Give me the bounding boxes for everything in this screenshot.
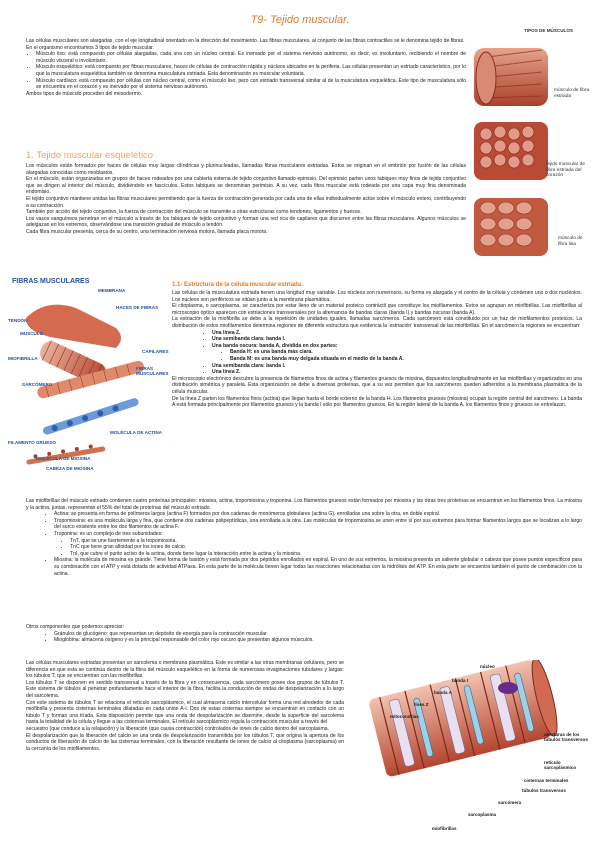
section11-paragraph: Las células de la musculatura estriada tienen una longitud muy variable. Los núcleos son numerosos, su forma es alargada y el centro de la célula y contienen uno o dos nucléolos. Los núcleos son periféricos se sitúan junto a la membrana plasmática. bbox=[172, 290, 582, 303]
intro-text bbox=[26, 38, 466, 97]
list-item: • Una línea Z. bbox=[212, 330, 582, 337]
striated-muscle-illustration bbox=[472, 38, 552, 113]
list-item: • TnC que tiene gran afinidad por los iones de calcio. bbox=[70, 544, 582, 551]
label-nucleo: núcleo bbox=[480, 664, 495, 669]
section1-paragraph: Cada fibra muscular presenta, cerca de su centro, una terminación nerviosa motora, llamada placa motora. bbox=[26, 228, 268, 235]
smooth-muscle-label: músculo de fibra lisa bbox=[558, 236, 583, 247]
striated-muscle-label: músculo de fibra estriada bbox=[554, 88, 590, 99]
fibers-figure-title: FIBRAS MUSCULARES bbox=[12, 278, 90, 285]
sarcomere-regions-list bbox=[172, 330, 582, 376]
list-item: • Músculo esquelético: está compuesto por fibras musculares, haces de células de contracción rápida y núcleos ubicados en la periferia. Las células presentan un estriado característico, por lo que la musculatura esquelética también se denomina musculatura estriada. Esta denominación es muscular voluntaria. bbox=[36, 64, 466, 77]
list-item: • Tropomiosina: es una molécula larga y fina, que contiene dos cadenas polipeptídicas, una enrollada a la otra. Las moléculas de tropomiosina se unen entre sí por sus extremos para formar filamentos largos que se localizan a lo largo del surco existente entre los dos filamentos de actina F. bbox=[54, 518, 582, 531]
section1-paragraph: El tejido conjuntivo mantiene unidas las fibras musculares permitiendo que la fuerza de contracción generada por cada una de ellas individualmente actúe sobre el músculo entero, contribuyendo a su contracción. bbox=[26, 195, 466, 209]
label-miofibrilla: MIOFIBRILLA bbox=[8, 356, 38, 361]
label-membrana: MEMBRANA bbox=[98, 288, 126, 293]
label-sarcomero: SARCÓMERO bbox=[22, 382, 53, 387]
section11-paragraph: El citoplasma, o sarcoplasma, se caracteriza por estar lleno de un material proteico contráctil que constituye los miofilamentos. Estos se agrupan en miofibrillas. Las miofibrillas al microscopio óptico aparecen con estriaciones transversales por la alternancia de bandas claras (banda I) y bandas oscuras (banda A). bbox=[172, 303, 582, 316]
section1-paragraph: También por acción del tejido conjuntivo, la fuerza de contracción del músculo se transmite a otras estructuras como tendones, ligamentos y huesos. bbox=[26, 209, 362, 216]
proteins-paragraph: Las miofibrillas del músculo estriado contienen cuatro proteínas principales: miosina, actina, tropomiosina y troponina. Los filamentos gruesos están formados por miosina y las otras tres proteínas se encuentran en los filamentos finos. La miosina y la actina, juntas, representan el 55% del total de proteínas del músculo estriado. bbox=[26, 498, 582, 511]
label-banda-i: banda I bbox=[452, 678, 469, 683]
subsection-heading: 1.1- Estructura de la célula muscular estriada. bbox=[172, 282, 303, 288]
label-capilares: CAPILARES bbox=[142, 349, 169, 354]
section11-paragraph: El microscopio electrónico descubre la presencia de filamentos finos de actina y filamentos gruesos de miosina, dispuestos longitudinalmente en las miofibrillas y organizados en una distribución simétrica y paralela. Esta organización se debe a diversas proteínas, que a su vez permiten que los sarcómeros queden adheridos a la membrana plasmática de la célula muscular. bbox=[172, 375, 582, 395]
section-heading: 1. Tejido muscular esquelético bbox=[26, 150, 154, 161]
label-tubulos: túbulos transversos bbox=[522, 788, 566, 793]
list-item: • Una semibanda clara: banda I. bbox=[212, 363, 582, 370]
label-reticulo: retículo sarcoplásmico bbox=[544, 760, 577, 770]
label-cisternas: cisternas terminales bbox=[524, 778, 569, 783]
list-item: • Miosina: la molécula de miosina es grande. Tiene forma de bastón y está formada por dos péptidos enrollados en espiral. En uno de sus extremos, la miosina presenta un saliente globular o cabeza que posee puntos específicos para su combinación con el ATP y está dotada de actividad ATPasa. En esta parte de la molécula tienen lugar todas las reacciones relacionadas con la hidrólisis del ATP. En esta parte se encuentra también el punto de combinación con la actina. bbox=[54, 557, 582, 577]
list-item: • Banda H: es una banda más clara. bbox=[230, 349, 582, 356]
label-cabeza: CABEZA DE MIOSINA bbox=[46, 466, 94, 471]
label-mitocondrias: mitocondrias bbox=[390, 714, 419, 719]
proteins-list bbox=[26, 511, 582, 577]
list-item: • Músculo cardíaco: está compuesto por células con núcleo central, como el músculo liso, pero con estriado transversal similar al de la musculatura esquelética. Este tipo de musculatura sólo se encuentra en el corazón y es inervado por el sistema nervioso autónomo. bbox=[36, 78, 466, 91]
list-item: • Una semibanda clara: banda I. bbox=[212, 336, 582, 343]
muscle-types-list bbox=[26, 51, 466, 91]
list-item: • Músculo liso: está compuesto por células alargadas, cada una con un núcleo central. Es inervado por el sistema nervioso autónomo, es decir, es involuntario, recibiendo el nombre de músculo visceral o involuntario. bbox=[36, 51, 466, 64]
sarcomere-figure bbox=[348, 660, 594, 840]
label-miofibrillas: miofibrillas bbox=[432, 826, 457, 831]
section1-text bbox=[26, 163, 466, 236]
list-item: • Troponina: es un complejo de tres subunidades: bbox=[54, 531, 582, 538]
intro-paragraph-3: Ambos tipos de músculo proceden del mesodermo. bbox=[26, 90, 143, 97]
sarcolemma-paragraph: secuestro (que conduce a la relajación) y la liberación (que causa contracción) controlados de iones de calcio dentro del sarcoplasma. bbox=[26, 725, 329, 732]
list-item: • Gránulos de glucógeno: que representan un depósito de energía para la contracción muscular. bbox=[54, 631, 582, 638]
label-aberturas: aberturas de los túbulos transversos bbox=[544, 732, 588, 742]
label-tendon: TENDÓN bbox=[8, 318, 28, 323]
label-haces: HACES DE FIBRAS bbox=[116, 305, 159, 310]
list-item: • TnT, que se une fuertemente a la tropomiosina. bbox=[70, 538, 582, 545]
cardiac-muscle-illustration bbox=[472, 116, 552, 186]
list-item: • Una banda oscura: banda A, dividida en dos partes: bbox=[212, 343, 582, 350]
cardiac-muscle-label: tejido muscular de fibra estriada del corazón bbox=[546, 162, 585, 179]
label-actina: MOLÉCULA DE ACTINA bbox=[110, 430, 162, 435]
figure-title: TIPOS DE MÚSCULOS bbox=[524, 28, 574, 33]
muscle-fibers-figure bbox=[6, 278, 169, 478]
list-item: • Actina: se presenta en forma de polímeros largos (actina F) formados por dos cadenas de monómeros globulares (actina G), enrolladas una sobre la otra, en doble espiral. bbox=[54, 511, 582, 518]
list-item: • Una línea Z. bbox=[212, 369, 582, 376]
sarcolemma-paragraph: Con este sistema de túbulos T se relaciona el retículo sarcoplásmico, el cual almacena calcio intercelular forma una red alrededor de cada miofibrilla y presenta cisternas terminales dilatadas en cada unión A-I. Dos de estas cisternas siempre se encuentran en contacto con un túbulo T y forman una tríada. Esta disposición permite que una onda de despolarización se disemine, desde la superficie del sarcolema hasta la totalidad de la célula y llegue a las cisternas terminales. El retículo sarcoplásmico regula la contracción muscular a través del bbox=[26, 699, 344, 726]
label-sarcoplasma: sarcoplasma bbox=[468, 812, 497, 817]
label-filamento: FILAMENTO GRUESO bbox=[8, 440, 56, 445]
page-title: T9- Tejido muscular. bbox=[250, 14, 350, 26]
sarcolemma-paragraph: Las células musculares estriadas presentan un sarcolema o membrana plasmática. Este es similar a las otras membranas celulares, pero se diferencia en que esta se continúa dentro de la fibra del músculo esquelético en la forma de numerosas invaginaciones tubulares y largas: los túbulos T, que se encuentran con las miofibrillas. bbox=[26, 660, 344, 680]
sarcolemma-paragraph: Los túbulos T se disponen en sentido transversal a través de la fibra y en consecuencia, cada sarcómero posee dos grupos de túbulos T. Este sistema de túbulos al penetrar profundamente hace el interior de la fibra, facilita la conducción de ondas de despolarización a lo largo del sarcolema. bbox=[26, 679, 344, 699]
others-paragraph: Otros componentes que podemos apreciar: bbox=[26, 624, 124, 630]
section1-paragraph: En el músculo, están organizadas en grupos de haces rodeados por una cubierta externa de tejido conjuntivo llamado epimisio. Del epimisio parten unos tabiques muy finos de tejido conjuntivo que se dirigen al interior del músculo, dividiéndolo en fascículos. Estos tabiques se denominan perimisio. A su vez, cada fibra muscular está rodeada por una capa muy fina denominada endomisio. bbox=[26, 176, 466, 196]
section1-paragraph: Los vasos sanguíneos penetran en el músculo a través de los tabiques de tejido conjuntivo y forman una red rica de capilares que discurren entre las fibras musculares. Algunos músculos se adelgazan en los extremos, observándose una transición gradual de músculo a tendón. bbox=[26, 215, 466, 229]
smooth-muscle-illustration bbox=[472, 192, 552, 262]
section11-paragraph: De la línea Z parten los filamentos finos (actina) que llegan hasta el borde externo de la banda H. Los filamentos gruesos (miosina) ocupan la región central del sarcómero. La banda A está formada principalmente por filamentos gruesos y la banda I sólo por filamentos gruesos. En la región lateral de la banda A, los filamentos finos y gruesos se entrelazan. bbox=[172, 395, 582, 409]
list-item: • TnI, que cubre el punto activo de la actina, donde tiene lugar la interacción entre la actina y la miosina. bbox=[70, 551, 582, 558]
label-linea-z: línea Z bbox=[414, 702, 429, 707]
label-miosina: MOLÉCULA DE MIOSINA bbox=[36, 456, 91, 461]
others-text bbox=[26, 624, 582, 644]
section11-text bbox=[172, 290, 582, 409]
label-musculo: MÚSCULO bbox=[20, 331, 44, 336]
section11-paragraph: La estriación de la miofibrilla se debe a la repetición de unidades iguales, llamadas sarcómeros. Cada sarcómero está constituido por un haz de miofilamentos proteicos. La distribución de estos miofilamentos determina regiones de diferente estructura que evidencia la ‘estriación’ transversal de las miofibrillas. En el sarcómero la regiones se encuentran: bbox=[172, 316, 582, 329]
label-sarcomera: sarcómera bbox=[498, 800, 522, 805]
sarcolemma-text bbox=[26, 660, 344, 752]
proteins-text bbox=[26, 498, 582, 577]
list-item: • Banda M: es una banda muy delgada situada en el medio de la banda A. bbox=[230, 356, 582, 363]
label-fibras: FIBRAS MUSCULARES bbox=[136, 366, 169, 376]
section1-paragraph: Los músculos están formados por haces de células muy largas cilíndricas y plurinucleadas, llamadas fibras musculares estriadas. Estos se originan en el embrión por fusión de las células alargadas conocidas como mioblastos. bbox=[26, 163, 466, 176]
intro-paragraph-1: Las células musculares son alargadas, con el eje longitudinal orientado en la dirección del movimiento. Las fibras musculares, al conjunto de las fibras contractiles se le denomina tejido de fibras. bbox=[26, 38, 465, 44]
intro-paragraph-2: En el organismo encontramos 3 tipos de tejido muscular. bbox=[26, 44, 154, 51]
label-banda-a: banda A bbox=[434, 690, 452, 695]
sarcolemma-paragraph: El despolarización que la liberación del calcio se una onda de despolarización transmitida por los túbulos T, que origina la apertura de los conductos de liberación de calcio de las cisternas terminales, con la liberación resultante de iones de calcio al citoplasma (sarcoplasma) en la cercanía de los miofilamentos. bbox=[26, 732, 344, 752]
muscle-types-figure bbox=[472, 28, 592, 268]
list-item: • Mioglobina: almacena oxígeno y es la principal responsable del color rojo oscuro que presentan algunos músculos. bbox=[54, 637, 582, 644]
others-list bbox=[26, 631, 582, 644]
